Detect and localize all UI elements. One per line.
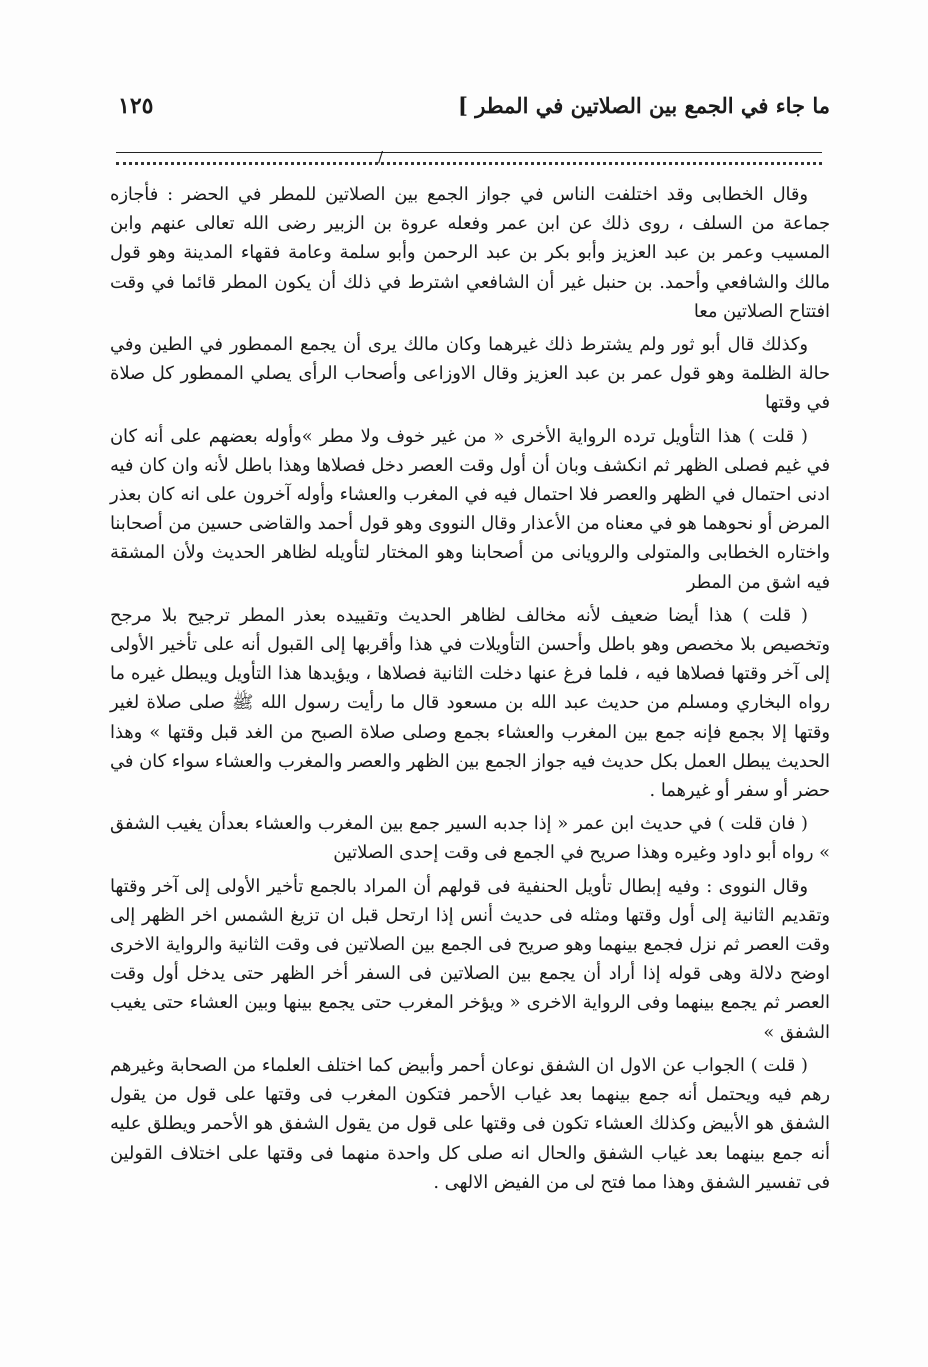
divider-dots [116,162,822,165]
paragraph-6: وقال النووى : وفيه إبطال تأويل الحنفية فى قولهم أن المراد بالجمع تأخير الأولى إلى آخر وقتها وتقديم الثانية إلى أول وقتها ومثله فى حديث أنس إذا ارتحل قبل ان تزيغ الشمس اخر الظهر إلى وقت العصر ثم نزل فجمع بينهما وهو صريح فى الجمع بين الصلاتين فى وقت الثانية والرواية الاخرى اوضح دلالة وهى قوله إذا أراد أن يجمع بين الصلاتين فى السفر أخر الظهر حتى يدخل أول وقت العصر ثم يجمع بينهما وفى الرواية الاخرى « ويؤخر المغرب حتى يجمع بينها وبين العشاء حتى يغيب الشفق » [110,875,830,1043]
page-number: ١٢٥ [118,93,154,119]
paragraph-3: ( قلت ) هذا التأويل ترده الرواية الأخرى « من غير خوف ولا مطر »وأوله بعضهم على أنه كان في غيم فصلى الظهر ثم انكشف وبان أن أول وقت العصر دخل فصلاها وهذا باطل لأنه وان كان فيه ادنى احتمال في الظهر والعصر فلا احتمال فيه في المغرب والعشاء وأوله آخرون على انه كان بعذر المرض أو نحوهما هو في معناه من الأعذار وقال النووى وهو قول أحمد والقاضى حسين من أصحابنا واختاره الخطابى والمتولى والرويانى من أصحابنا وهو المختار لتأويله لظاهر الحديث ولأن المشقة فيه اشق من المطر [110,425,830,593]
divider-mark: / [378,148,384,166]
main-text [110,180,830,1201]
divider-line [116,152,822,153]
paragraph-5: ( فان قلت ) في حديث ابن عمر « إذا جدبه السير جمع بين المغرب والعشاء بعدأن يغيب الشفق » رواه أبو داود وغيره وهذا صريح في الجمع فى وقت إحدى الصلاتين [110,813,830,864]
page-header [118,93,830,133]
paragraph-1: وقال الخطابى وقد اختلفت الناس في جواز الجمع بين الصلاتين للمطر في الحضر : فأجازه جماعة من السلف ، روى ذلك عن ابن عمر وفعله عروة بن الزبير رضى الله تعالى عنهم وابن المسيب وعمر بن عبد العزيز وأبو بكر بن عبد الرحمن وأبو سلمة وعامة فقهاء المدينة وهو قول مالك والشافعي وأحمد. بن حنبل غير أن الشافعي اشترط في ذلك أن يكون المطر قائما في وقت افتتاح الصلاتين معا [110,184,830,322]
paragraph-4: ( قلت ) هذا أيضا ضعيف لأنه مخالف لظاهر الحديث وتقييده بعذر المطر ترجيح بلا مرجح وتخصيص بلا مخصص وهو باطل وأحسن التأويلات في هذا وأقربها إلى القبول أنه على تأخير الأولى إلى آخر وقتها فصلاها فيه ، فلما فرغ عنها دخلت الثانية فصلاها ، ويؤيدها هذا التأويل ويبطل غيره ما رواه البخاري ومسلم من حديث عبد الله بن مسعود قال ما رأيت رسول الله ﷺ صلى صلاة لغير وقتها إلا بجمع فإنه جمع بين المغرب والعشاء بجمع وصلى صلاة الصبح من الغد قبل وقتها » وهذا الحديث يبطل العمل بكل حديث فيه جواز الجمع بين الظهر والعصر والمغرب والعشاء سواء كان في حضر أو سفر أو غيرهما . [110,604,830,802]
paragraph-7: ( قلت ) الجواب عن الاول ان الشفق نوعان أحمر وأبيض كما اختلف العلماء من الصحابة وغيرهم رهم فيه ويحتمل أنه جمع بينهما بعد غياب الأحمر فتكون المغرب فى وقتها على قول من يقول الشفق هو الأبيض وكذلك العشاء تكون فى وقتها على قول من يقول الشفق هو الأحمر ويطلق عليه أنه جمع بينهما بعد غياب الشفق والحال انه صلى كل واحدة منهما فى وقتها على اختلاف القولين فى تفسير الشفق وهذا مما فتح لى من الفيض الالهى . [110,1054,830,1193]
running-title: ما جاء في الجمع بين الصلاتين في المطر ] [457,93,830,118]
paragraph-2: وكذلك قال أبو ثور ولم يشترط ذلك غيرهما وكان مالك يرى أن يجمع الممطور في الطين وفي حالة الظلمة وهو قول عمر بن عبد العزيز وقال الاوزاعى وأصحاب الرأى يصلي الممطور كل صلاة في وقتها [110,334,830,414]
header-divider [116,148,822,168]
